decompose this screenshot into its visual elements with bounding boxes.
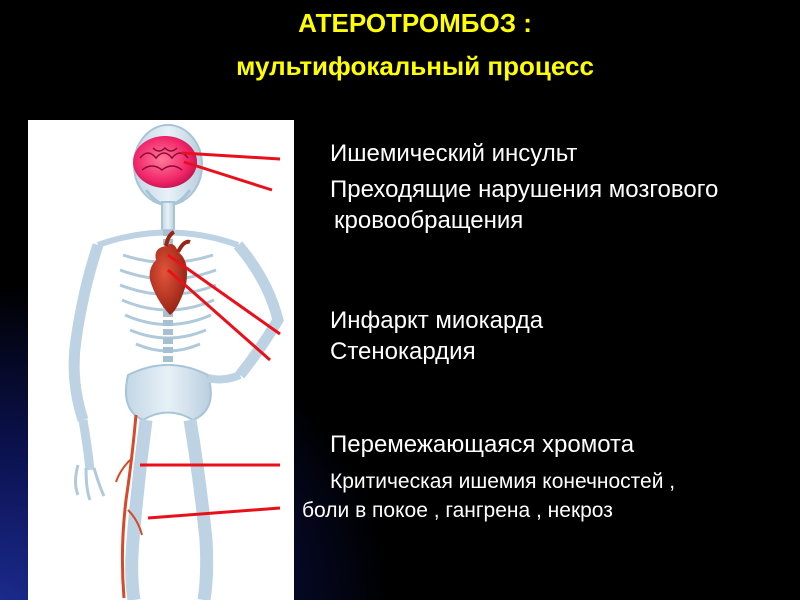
ischemic-stroke-label: Ишемический инсульт bbox=[330, 140, 578, 167]
heart-icon bbox=[150, 232, 190, 315]
tia-label-line1: Преходящие нарушения мозгового bbox=[330, 176, 719, 203]
brain-icon bbox=[133, 136, 197, 188]
tia-label-line2: кровообращения bbox=[334, 207, 524, 234]
critical-limb-ischemia-label-line1: Критическая ишемия конечностей , bbox=[330, 470, 676, 493]
myocardial-infarction-label: Инфаркт миокарда bbox=[330, 307, 544, 334]
skeleton-illustration-panel bbox=[28, 120, 294, 600]
angina-label: Стенокардия bbox=[330, 338, 476, 365]
claudication-label: Перемежающаяся хромота bbox=[330, 431, 635, 458]
skeleton-illustration bbox=[28, 120, 294, 600]
critical-limb-ischemia-label-line2: боли в покое , гангрена , некроз bbox=[302, 499, 613, 522]
slide-title-line1: АТЕРОТРОМБОЗ : bbox=[298, 8, 532, 38]
slide-title-line2: мультифокальный процесс bbox=[236, 51, 594, 81]
